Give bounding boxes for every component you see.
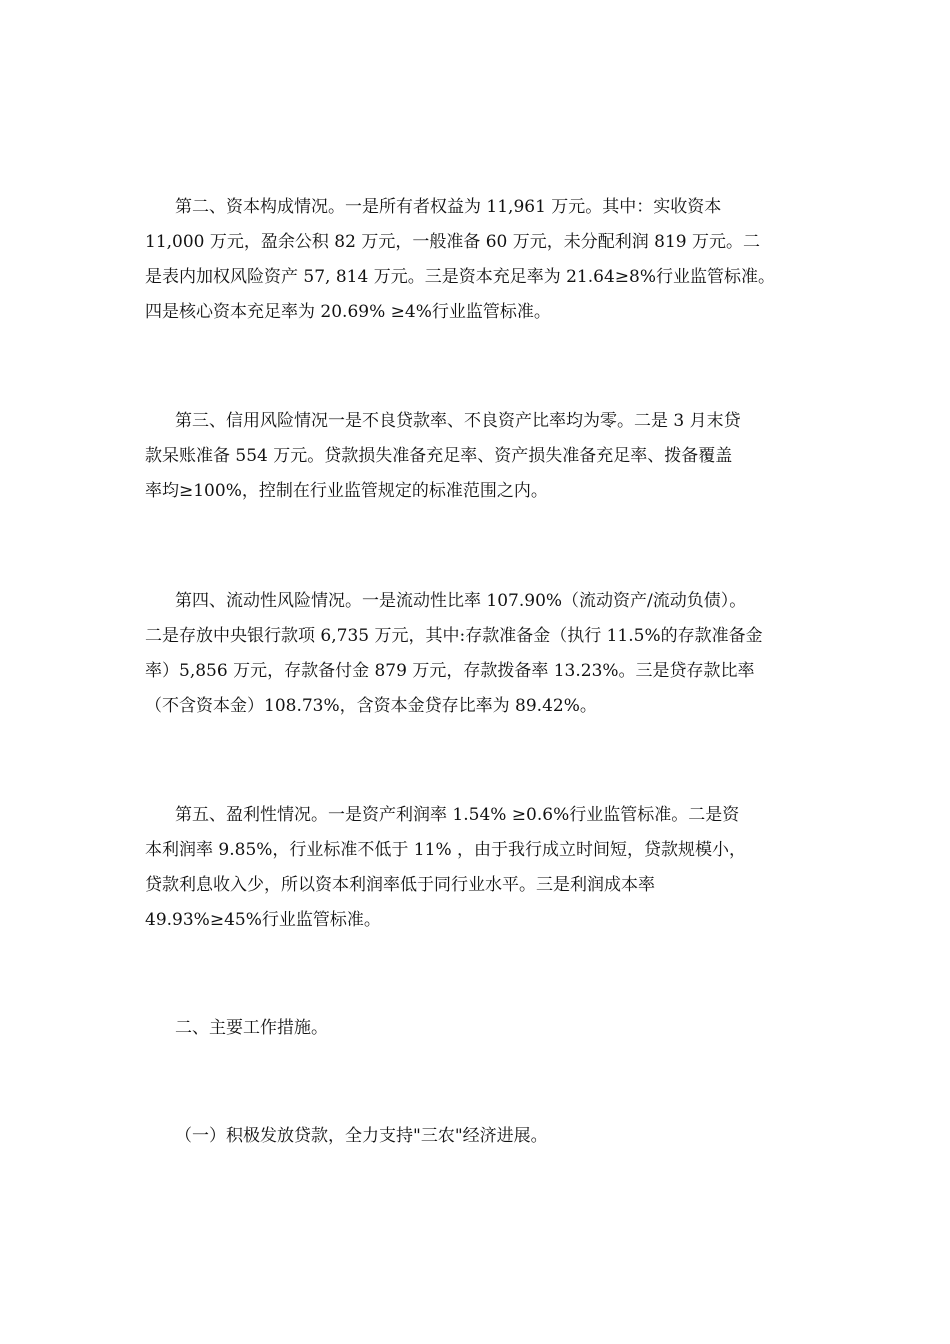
paragraph-line: 本利润率 9.85%，行业标准不低于 11% ，由于我行成立时间短，贷款规模小， [145, 840, 747, 860]
paragraph-line: 49.93%≥45%行业监管标准。 [145, 910, 381, 930]
paragraph-line: 第四、流动性风险情况。一是流动性比率 107.90%（流动资产/流动负债）。 [175, 591, 747, 611]
paragraph-line: 是表内加权风险资产 57, 814 万元。三是资本充足率为 21.64≥8%行业监管标准。 [145, 267, 775, 287]
paragraph-line: 第三、信用风险情况一是不良贷款率、不良资产比率均为零。二是 3 月末贷 [175, 411, 741, 431]
paragraph-line: 款呆账准备 554 万元。贷款损失准备充足率、资产损失准备充足率、拨备覆盖 [145, 446, 733, 466]
paragraph-line: 二、主要工作措施。 [175, 1018, 328, 1038]
paragraph-line: 第二、资本构成情况。一是所有者权益为 11,961 万元。其中：实收资本 [175, 197, 722, 217]
paragraph-line: 二是存放中央银行款项 6,735 万元，其中:存款准备金（执行 11.5%的存款准备金 [145, 626, 763, 646]
paragraph-line: （不含资本金）108.73%，含资本金贷存比率为 89.42%。 [145, 696, 597, 716]
paragraph-line: （一）积极发放贷款，全力支持"三农"经济进展。 [175, 1126, 548, 1146]
paragraph-line: 第五、盈利性情况。一是资产利润率 1.54% ≥0.6%行业监管标准。二是资 [175, 805, 740, 825]
section-heading-main-measures [145, 1011, 835, 1046]
paragraph-capital-structure [145, 190, 835, 330]
subsection-heading-loans [145, 1119, 835, 1154]
paragraph-line: 四是核心资本充足率为 20.69% ≥4%行业监管标准。 [145, 302, 551, 322]
paragraph-line: 率均≥100%，控制在行业监管规定的标准范围之内。 [145, 481, 548, 501]
paragraph-liquidity-risk [145, 584, 835, 724]
paragraph-line: 率）5,856 万元，存款备付金 879 万元，存款拨备率 13.23%。三是贷存款比率 [145, 661, 755, 681]
paragraph-line: 贷款利息收入少，所以资本利润率低于同行业水平。三是利润成本率 [145, 875, 655, 895]
paragraph-profitability [145, 798, 835, 938]
paragraph-credit-risk [145, 404, 835, 509]
paragraph-line: 11,000 万元，盈余公积 82 万元，一般准备 60 万元，未分配利润 819 万元。二 [145, 232, 761, 252]
